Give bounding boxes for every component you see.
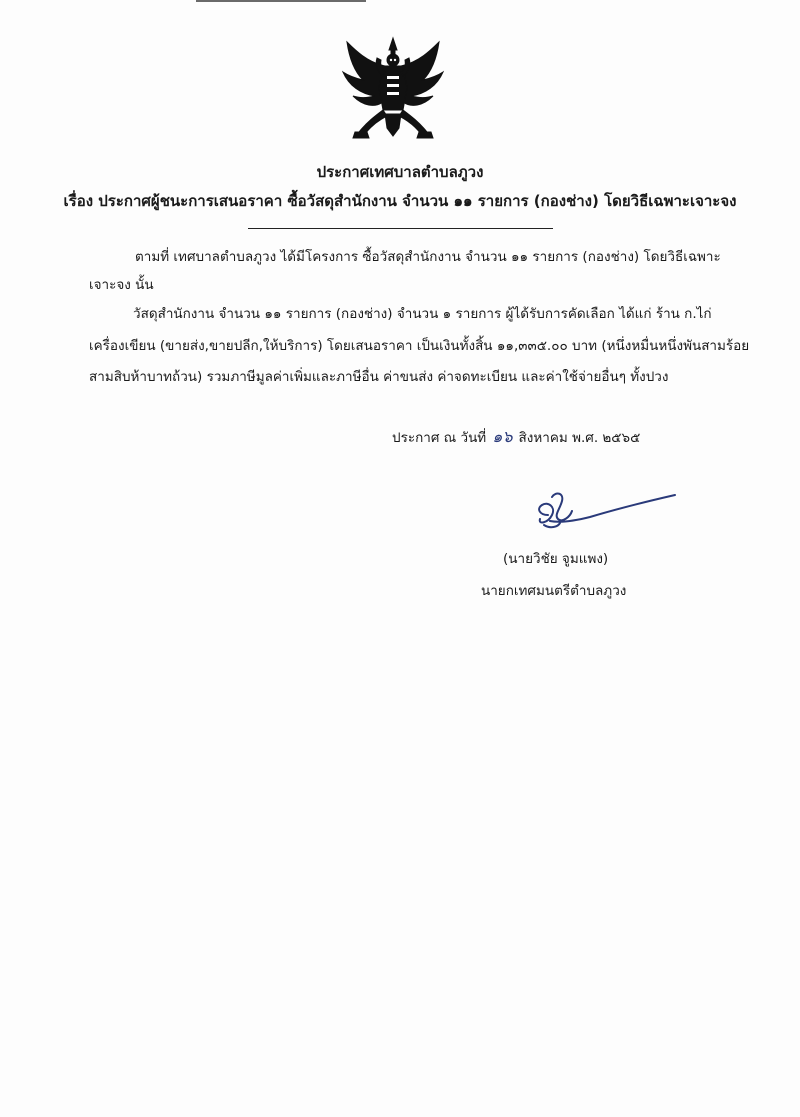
scan-edge-line	[196, 0, 366, 2]
date-month-year: สิงหาคม พ.ศ. ๒๕๖๕	[518, 430, 641, 446]
body-paragraph-2-line-1: วัสดุสำนักงาน จำนวน ๑๑ รายการ (กองช่าง) จำนวน ๑ รายการ ผู้ได้รับการคัดเลือก ได้แก่ ร้าน ก.ไก่	[133, 306, 712, 322]
announcement-subject: เรื่อง ประกาศผู้ชนะการเสนอราคา ซื้อวัสดุสำนักงาน จำนวน ๑๑ รายการ (กองช่าง) โดยวิธีเฉพาะเจาะจง	[63, 192, 737, 210]
announcement-date	[392, 428, 640, 447]
body-paragraph-1-line-1: ตามที่ เทศบาลตำบลภูวง ได้มีโครงการ ซื้อวัสดุสำนักงาน จำนวน ๑๑ รายการ (กองช่าง) โดยวิธีเฉพาะ	[135, 249, 721, 265]
date-day-handwritten: ๑๖	[492, 427, 513, 446]
body-paragraph-1-line-2: เจาะจง นั้น	[89, 277, 154, 293]
garuda-emblem-icon	[337, 36, 449, 148]
body-paragraph-2-line-3: สามสิบห้าบาทถ้วน) รวมภาษีมูลค่าเพิ่มและภาษีอื่น ค่าขนส่ง ค่าจดทะเบียน และค่าใช้จ่ายอื่นๆ ทั้งปวง	[89, 369, 669, 385]
signer-name: (นายวิชัย จูมแพง)	[503, 551, 609, 567]
subject-underline-divider	[248, 228, 553, 229]
body-paragraph-2-line-2: เครื่องเขียน (ขายส่ง,ขายปลีก,ให้บริการ) โดยเสนอราคา เป็นเงินทั้งสิ้น ๑๑,๓๓๕.๐๐ บาท (หนึ่งหมื่นหนึ่งพันสามร้อย	[89, 338, 750, 354]
date-prefix: ประกาศ ณ วันที่	[392, 430, 487, 446]
signer-position: นายกเทศมนตรีตำบลภูวง	[481, 583, 627, 599]
announcement-organization-title: ประกาศเทศบาลตำบลภูวง	[316, 163, 484, 181]
handwritten-signature	[530, 485, 680, 535]
